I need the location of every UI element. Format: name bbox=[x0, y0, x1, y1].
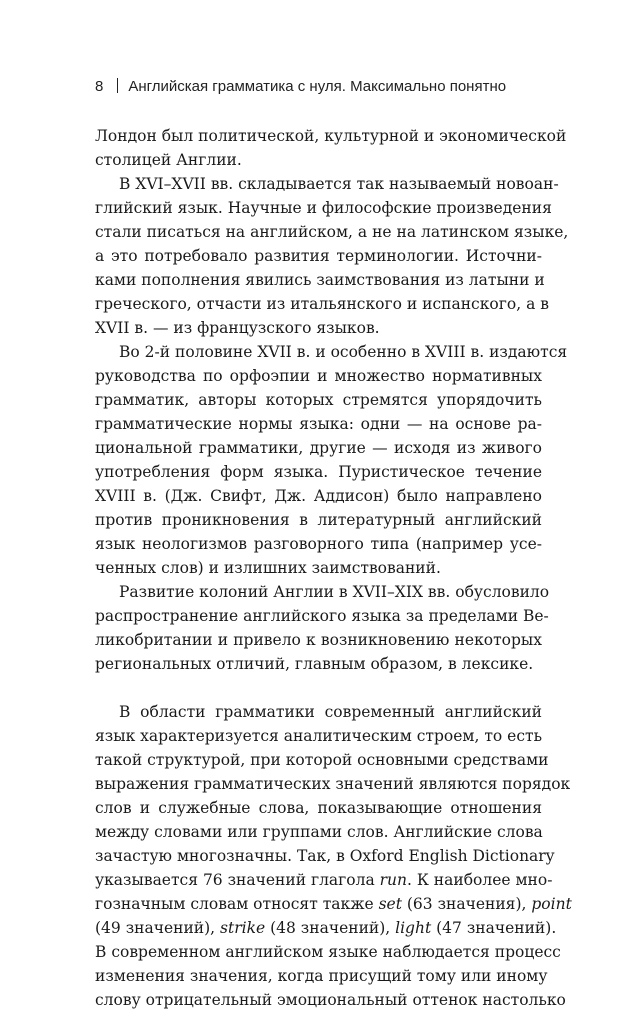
text-run: (49 значений), bbox=[95, 919, 221, 937]
paragraph bbox=[95, 172, 569, 340]
text-line bbox=[95, 868, 553, 892]
text-line: В области грамматики современный английский bbox=[119, 703, 542, 721]
body-text bbox=[95, 124, 572, 1012]
text-run: (48 значений), bbox=[265, 919, 396, 937]
text-line: Во 2-й половине XVII в. и особенно в XVIII в. издаются bbox=[119, 343, 568, 361]
text-line bbox=[95, 916, 557, 940]
text-line: региональных отличий, главным образом, в лексике. bbox=[95, 655, 534, 673]
text-line: В современном английском языке наблюдается процесс bbox=[95, 943, 561, 961]
text-line: язык характеризуется аналитическим строем, то есть bbox=[95, 727, 543, 745]
text-line: а это потребовало развития терминологии. Источни- bbox=[95, 247, 542, 265]
text-line: XVIII в. (Дж. Свифт, Дж. Аддисон) было направлено bbox=[95, 487, 542, 505]
text-line bbox=[95, 892, 572, 916]
text-line: Лондон был политической, культурной и экономической bbox=[95, 127, 567, 145]
text-line: Развитие колоний Англии в XVII–XIX вв. обусловило bbox=[119, 583, 550, 601]
text-line: распространение английского языка за пределами Ве- bbox=[95, 607, 549, 625]
text-line: грамматические нормы языка: одни — на основе ра- bbox=[95, 415, 542, 433]
text-run: гозначным словам относят также bbox=[95, 895, 379, 913]
text-line: ликобритании и привело к возникновению некоторых bbox=[95, 631, 542, 649]
paragraph-gap bbox=[95, 676, 542, 700]
text-line: изменения значения, когда присущий тому или иному bbox=[95, 967, 548, 985]
text-line: ченных слов) и излишних заимствований. bbox=[95, 559, 441, 577]
text-line: слов и служебные слова, показывающие отношения bbox=[95, 799, 542, 817]
text-line: XVII в. — из французского языков. bbox=[95, 319, 380, 337]
italic-term: point bbox=[531, 895, 572, 913]
text-line: руководства по орфоэпии и множество нормативных bbox=[95, 367, 542, 385]
text-line: греческого, отчасти из итальянского и испанского, а в bbox=[95, 295, 549, 313]
text-line: циональной грамматики, другие — исходя из живого bbox=[95, 439, 542, 457]
header-separator bbox=[117, 78, 118, 93]
text-line: глийский язык. Научные и философские произведения bbox=[95, 199, 552, 217]
text-line: стали писаться на английском, а не на латинском языке, bbox=[95, 223, 569, 241]
text-run: указывается 76 значений глагола bbox=[95, 871, 380, 889]
text-line: язык неологизмов разговорного типа (например усе- bbox=[95, 535, 542, 553]
paragraph bbox=[95, 340, 568, 580]
text-line: грамматик, авторы которых стремятся упорядочить bbox=[95, 391, 542, 409]
running-title: Английская грамматика с нуля. Максимально понятно bbox=[128, 78, 507, 95]
italic-term: light bbox=[395, 919, 432, 937]
text-line: выражения грамматических значений являются порядок bbox=[95, 775, 571, 793]
text-run: (47 значений). bbox=[431, 919, 557, 937]
paragraph bbox=[95, 700, 572, 1012]
text-line: такой структурой, при которой основными средствами bbox=[95, 751, 549, 769]
text-line: зачастую многозначны. Так, в Oxford English Dictionary bbox=[95, 847, 555, 865]
text-line: столицей Англии. bbox=[95, 151, 242, 169]
italic-term: strike bbox=[220, 919, 266, 937]
text-line: против проникновения в литературный английский bbox=[95, 511, 542, 529]
text-line: В XVI–XVII вв. складывается так называемый новоан- bbox=[119, 175, 559, 193]
text-line: употребления форм языка. Пуристическое течение bbox=[95, 463, 542, 481]
paragraph bbox=[95, 124, 567, 172]
page-number: 8 bbox=[95, 78, 104, 95]
italic-term: set bbox=[378, 895, 402, 913]
italic-term: run bbox=[379, 871, 408, 889]
text-line: ками пополнения явились заимствования из латыни и bbox=[95, 271, 545, 289]
text-run: (63 значения), bbox=[401, 895, 532, 913]
paragraph bbox=[95, 580, 550, 676]
running-header bbox=[95, 78, 555, 95]
text-line: между словами или группами слов. Английские слова bbox=[95, 823, 543, 841]
text-line: слову отрицательный эмоциональный оттенок настолько bbox=[95, 991, 566, 1009]
text-run: . К наиболее мно- bbox=[407, 871, 553, 889]
